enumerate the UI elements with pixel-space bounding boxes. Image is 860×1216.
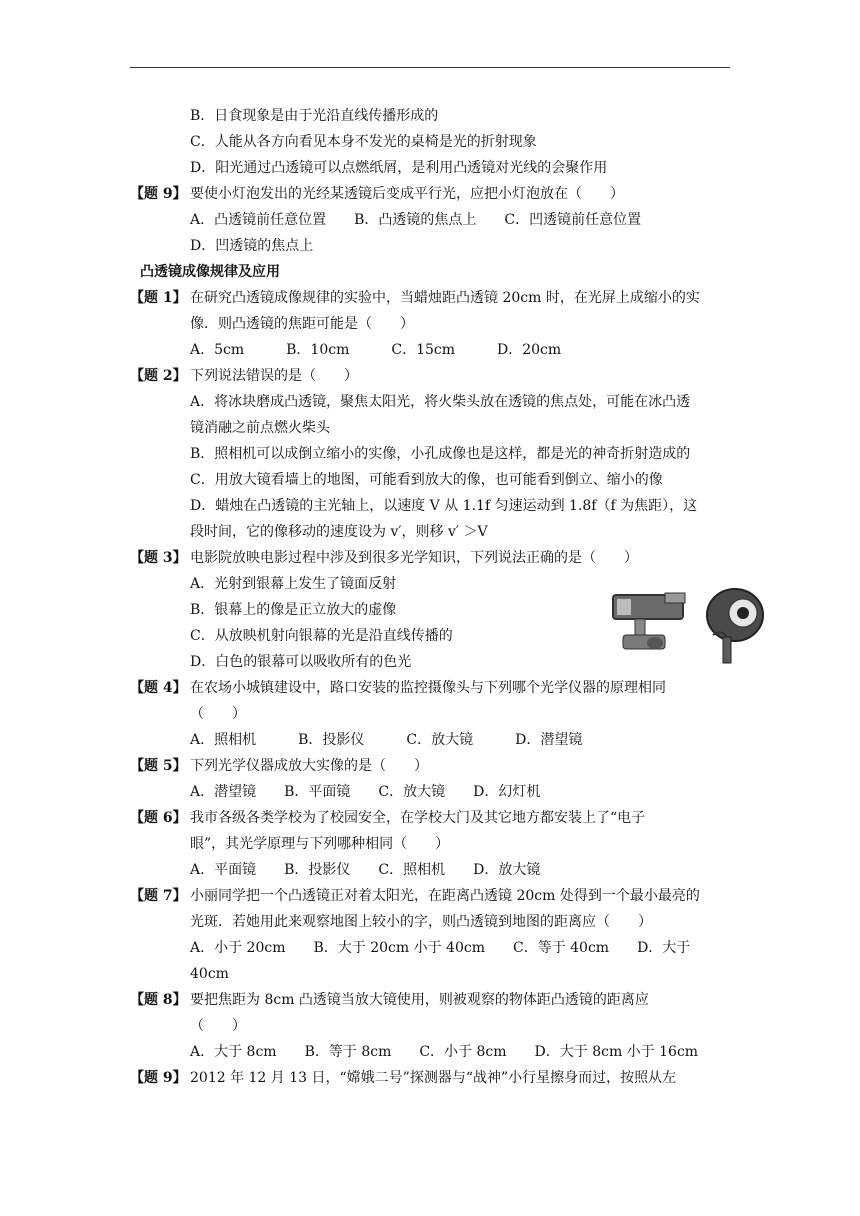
prev-option-b: B．日食现象是由于光沿直线传播形成的 <box>190 108 439 124</box>
question-tag: 【题 8】 <box>130 992 187 1008</box>
question-options: A．平面镜 B．投影仪 C．照相机 D．放大镜 <box>190 862 541 878</box>
dome-camera-icon <box>707 589 763 663</box>
question-stem: 小丽同学把一个凸透镜正对着太阳光，在距离凸透镜 20cm 处得到一个最小最亮的 <box>190 888 700 904</box>
question-options: A．照相机 B．投影仪 C．放大镜 D．潜望镜 <box>190 732 583 748</box>
camera-icon <box>613 593 685 649</box>
question-stem: （ ） <box>190 1018 246 1034</box>
option-c: C．从放映机射向银幕的光是沿直线传播的 <box>190 628 453 644</box>
option-a: A．将冰块磨成凸透镜，聚焦太阳光，将火柴头放在透镜的焦点处，可能在冰凸透 <box>190 394 691 410</box>
question-tag: 【题 4】 <box>130 680 187 696</box>
question-options: A．凸透镜前任意位置 B．凸透镜的焦点上 C．凹透镜前任意位置 <box>190 212 642 228</box>
option-a: A．光射到银幕上发生了镜面反射 <box>190 576 397 592</box>
question-tag: 【题 7】 <box>130 888 187 904</box>
question-stem: 我市各级各类学校为了校园安全，在学校大门及其它地方都安装上了“电子 <box>190 810 646 826</box>
question-tag: 【题 9】 <box>130 1070 187 1086</box>
question-stem: 电影院放映电影过程中涉及到很多光学知识，下列说法正确的是（ ） <box>190 550 638 566</box>
prev-option-d: D．阳光通过凸透镜可以点燃纸屑，是利用凸透镜对光线的会聚作用 <box>190 160 608 176</box>
question-stem: （ ） <box>190 706 246 722</box>
question-stem: 要使小灯泡发出的光经某透镜后变成平行光，应把小灯泡放在（ ） <box>190 186 624 202</box>
prev-option-c: C．人能从各方向看见本身不发光的桌椅是光的折射现象 <box>190 134 537 150</box>
question-stem: 在农场小城镇建设中，路口安装的监控摄像头与下列哪个光学仪器的原理相同 <box>190 680 666 696</box>
option-d: D．蜡烛在凸透镜的主光轴上，以速度 V 从 1.1f 匀速运动到 1.8f（f 为焦距），这 <box>190 498 698 514</box>
question-tag: 【题 2】 <box>130 368 187 384</box>
question-options: A．5cm B．10cm C．15cm D．20cm <box>190 342 562 358</box>
option-b: B．银幕上的像是正立放大的虚像 <box>190 602 397 618</box>
option-c: C．用放大镜看墙上的地图，可能看到放大的像，也可能看到倒立、缩小的像 <box>190 472 663 488</box>
option-d: 段时间，它的像移动的速度设为 v′，则移 v′ ＞V <box>190 524 488 540</box>
question-stem: 像．则凸透镜的焦距可能是（ ） <box>190 316 414 332</box>
camera-figure <box>605 585 775 665</box>
question-options: A．小于 20cm B．大于 20cm 小于 40cm C．等于 40cm D．大于 <box>190 940 691 956</box>
question-stem: 2012 年 12 月 13 日，“嫦娥二号”探测器与“战神”小行星擦身而过，按照从左 <box>190 1070 677 1086</box>
question-options: A．大于 8cm B．等于 8cm C．小于 8cm D．大于 8cm 小于 16cm <box>190 1044 699 1060</box>
header-rule <box>130 67 730 68</box>
option-b: B．照相机可以成倒立缩小的实像，小孔成像也是这样，都是光的神奇折射造成的 <box>190 446 691 462</box>
question-stem: 在研究凸透镜成像规律的实验中，当蜡烛距凸透镜 20cm 时，在光屏上成缩小的实 <box>190 290 700 306</box>
question-options: 40cm <box>190 966 229 982</box>
section-title: 凸透镜成像规律及应用 <box>140 264 280 280</box>
question-stem: 光斑．若她用此来观察地图上较小的字，则凸透镜到地图的距离应（ ） <box>190 914 652 930</box>
option-a: 镜消融之前点燃火柴头 <box>190 420 330 436</box>
question-tag: 【题 3】 <box>130 550 187 566</box>
question-tag: 【题 9】 <box>130 186 187 202</box>
question-options: A．潜望镜 B．平面镜 C．放大镜 D．幻灯机 <box>190 784 541 800</box>
question-stem: 下列光学仪器成放大实像的是（ ） <box>190 758 428 774</box>
question-options: D．凹透镜的焦点上 <box>190 238 314 254</box>
option-d: D．白色的银幕可以吸收所有的色光 <box>190 654 412 670</box>
question-tag: 【题 6】 <box>130 810 187 826</box>
question-stem: 要把焦距为 8cm 凸透镜当放大镜使用，则被观察的物体距凸透镜的距离应 <box>190 992 649 1008</box>
question-stem: 眼”，其光学原理与下列哪种相同（ ） <box>190 836 450 852</box>
question-tag: 【题 1】 <box>130 290 187 306</box>
question-stem: 下列说法错误的是（ ） <box>190 368 358 384</box>
question-tag: 【题 5】 <box>130 758 187 774</box>
